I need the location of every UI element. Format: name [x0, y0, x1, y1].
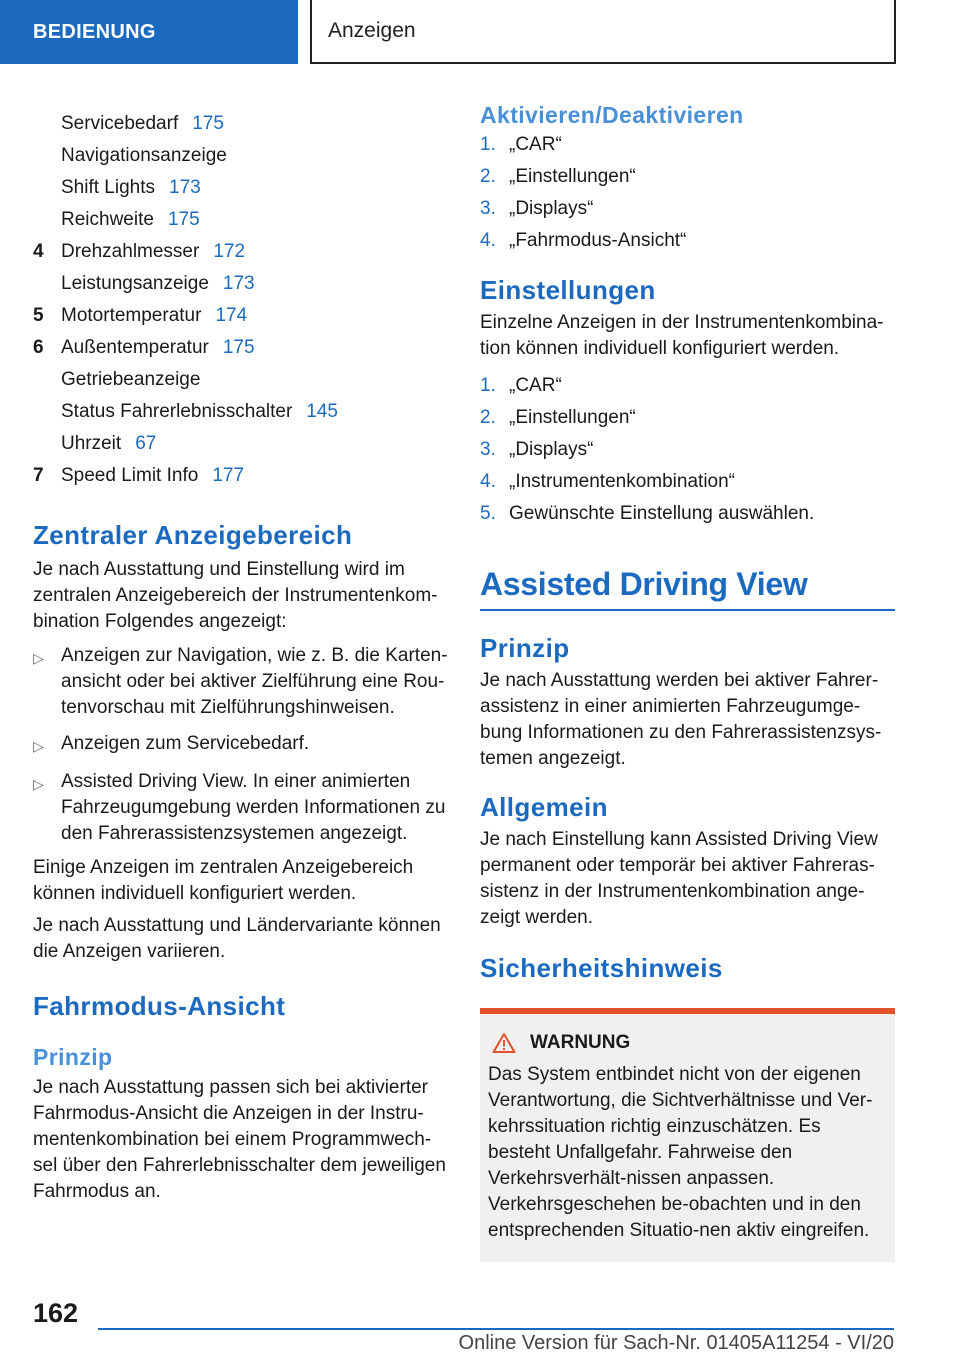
index-row: Getriebeanzeige: [61, 369, 201, 390]
zentral-p1: Einige Anzeigen im zentralen Anzeigebereich können individuell konfiguriert werden.: [33, 857, 414, 904]
section-label: BEDIENUNG: [33, 20, 156, 43]
assisted-prinzip-heading: Prinzip: [480, 633, 570, 663]
warning-title: WARNUNG: [488, 1032, 887, 1054]
footer-online-text: Online Version für Sach-Nr. 01405A11254 - VI/20: [458, 1332, 894, 1354]
zentral-intro: Je nach Ausstattung und Einstellung wird im zentralen Anzeigebereich der Instrumentenkom-bination Folgendes angezeigt:: [33, 559, 438, 632]
list-item: ▷ Anzeigen zum Servicebedarf.: [33, 731, 448, 759]
page-ref-link[interactable]: 173: [169, 177, 201, 198]
left-column: [33, 100, 448, 1205]
assisted-allgemein-text: Je nach Einstellung kann Assisted Driving View permanent oder temporär bei aktiver Fahreras-sistenz in der Instrumentenkombination ange-zeigt werden.: [480, 829, 878, 928]
fahrmodus-text: Je nach Ausstattung passen sich bei aktivierter Fahrmodus-Ansicht die Anzeigen in der Instru-mentenkombination bei einem Programmwech-sel über den Fahrerlebnisschalter dem jeweiligen Fahrmodus an.: [33, 1077, 446, 1202]
index-row: 4 Drehzahlmesser 172: [33, 236, 448, 268]
index-row: Uhrzeit 67: [33, 428, 448, 460]
page-ref-link[interactable]: 174: [215, 305, 248, 326]
assisted-prinzip-text: Je nach Ausstattung werden bei aktiver Fahrer-assistenz in einer animierten Fahrzeugumge-bung Informationen zu den Fahrerassistenzsys-temen angezeigt.: [480, 670, 882, 769]
warning-triangle-icon: [492, 1032, 516, 1054]
step-item: 5. Gewünschte Einstellung auswählen.: [480, 503, 815, 524]
fahrmodus-prinzip-heading: Prinzip: [33, 1044, 113, 1070]
fahrmodus-heading: Fahrmodus-Ansicht: [33, 991, 286, 1021]
footer-rule: [98, 1328, 894, 1330]
assisted-allgemein-heading: Allgemein: [480, 792, 608, 822]
index-row: 7 Speed Limit Info 177: [33, 460, 448, 492]
step-item: 1. „CAR“: [480, 375, 562, 396]
right-column: [480, 100, 895, 1262]
aktivieren-heading: Aktivieren/Deaktivieren: [480, 102, 744, 128]
aktivieren-steps: [480, 129, 895, 257]
index-row: 6 Außentemperatur 175: [33, 332, 448, 364]
index-row: Reichweite 175: [33, 204, 448, 236]
page-header: [310, 0, 896, 64]
assisted-heading: Assisted Driving View: [480, 566, 895, 611]
section-tab: [0, 0, 298, 64]
legend-index: [33, 108, 448, 492]
step-item: 3. „Displays“: [480, 198, 594, 219]
index-row: Shift Lights 173: [33, 172, 448, 204]
triangle-bullet-icon: ▷: [33, 650, 44, 666]
step-item: 1. „CAR“: [480, 134, 562, 155]
zentral-bullets: [33, 643, 448, 847]
step-item: 2. „Einstellungen“: [480, 407, 636, 428]
warning-box: [480, 1008, 895, 1262]
page-ref-link[interactable]: 145: [306, 401, 338, 422]
step-item: 4. „Fahrmodus-Ansicht“: [480, 230, 687, 251]
index-row: Servicebedarf 175: [33, 108, 448, 140]
sicherheit-heading: Sicherheitshinweis: [480, 953, 723, 983]
list-item: ▷ Assisted Driving View. In einer animierten Fahrzeugumgebung werden Informationen zu den Fahrerassistenzsystemen angezeigt.: [33, 769, 448, 847]
index-row: Leistungsanzeige 173: [33, 268, 448, 300]
index-row: Navigationsanzeige: [61, 145, 227, 166]
step-item: 4. „Instrumentenkombination“: [480, 471, 735, 492]
page-ref-link[interactable]: 172: [213, 241, 246, 262]
einstellungen-text: Einzelne Anzeigen in der Instrumentenkombina-tion können individuell konfiguriert werden.: [480, 312, 884, 359]
index-row: Status Fahrerlebnisschalter 145: [33, 396, 448, 428]
page-ref-link[interactable]: 175: [222, 337, 255, 358]
list-item: ▷ Anzeigen zur Navigation, wie z. B. die Karten-ansicht oder bei aktiver Zielführung eine Rou-tenvorschau mit Zielführungshinweisen.: [33, 643, 448, 721]
step-item: 3. „Displays“: [480, 439, 594, 460]
page-ref-link[interactable]: 173: [222, 273, 255, 294]
index-row: 5 Motortemperatur 174: [33, 300, 448, 332]
zentral-heading: Zentraler Anzeigebereich: [33, 520, 353, 550]
step-item: 2. „Einstellungen“: [480, 166, 636, 187]
page-ref-link[interactable]: 175: [167, 209, 200, 230]
page-ref-link[interactable]: 177: [212, 465, 245, 486]
einstellungen-heading: Einstellungen: [480, 275, 656, 305]
warning-text: Das System entbindet nicht von der eigenen Verantwortung, die Sichtverhältnisse und Ver-kehrssituation richtig einzuschätzen. Es besteht Unfallgefahr. Fahrweise den Verkehrsverhält-nissen anpassen. Verkehrsgeschehen be-obachten und in den entsprechenden Situatio-nen aktiv eingreifen.: [488, 1064, 873, 1241]
triangle-bullet-icon: ▷: [33, 776, 44, 792]
page-number: 162: [33, 1298, 79, 1328]
page-ref-link[interactable]: 175: [192, 113, 224, 134]
page-title: Anzeigen: [328, 19, 416, 42]
zentral-p2: Je nach Ausstattung und Ländervariante können die Anzeigen variieren.: [33, 915, 441, 962]
triangle-bullet-icon: ▷: [33, 738, 44, 754]
page-ref-link[interactable]: 67: [135, 433, 157, 454]
einstellungen-steps: [480, 370, 895, 530]
